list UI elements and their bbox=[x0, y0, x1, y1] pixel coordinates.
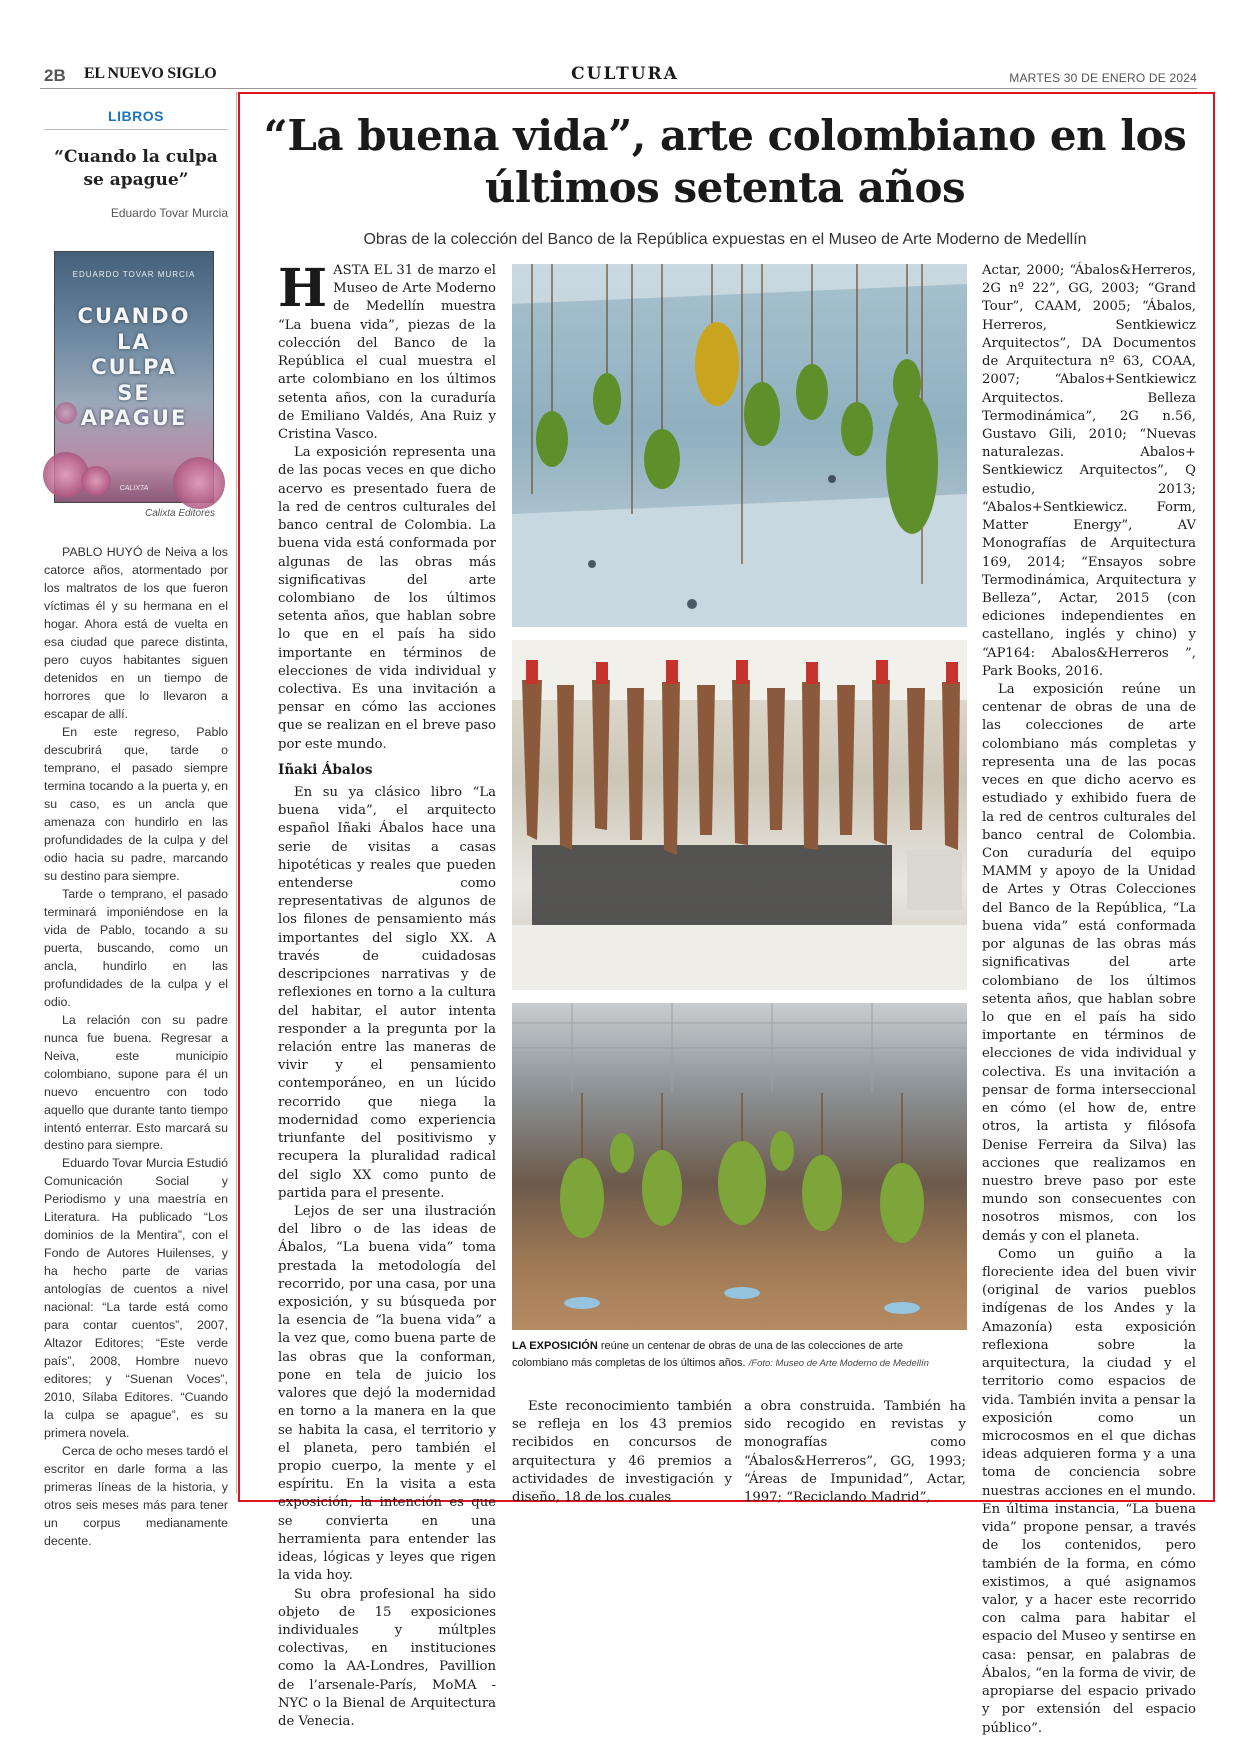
sidebar-section-label: LIBROS bbox=[44, 108, 228, 130]
caption-text: reúne un centenar de obras de una de las colecciones de arte colombiano más completas de los últimos años. bbox=[512, 1340, 903, 1369]
cover-author: EDUARDO TOVAR MURCIA bbox=[72, 270, 196, 279]
body-paragraph: La exposición reúne un centenar de obras de una de las colecciones de arte colombiano más completas y representa una de las pocas veces en que dicho acervo es estudiado y exhibido fuera de la red de centros culturales del banco central de Colombia. Con curaduría del equipo MAMM y apoyo de la Unidad de Artes y Otras Colecciones del Banco de la República, “La buena vida” está conformada por algunas de las obras más significativas del arte colombiano de los últimos setenta años, que hablan sobre lo que en el país ha sido importante en términos de elecciones de vida individual y colectiva. Es una invitación a pensar de forma interseccional en cómo (el how de, entre otros, la artista y filósofa Denise Ferreira da Silva) las acciones que realizamos en nuestro breve paso por este mundo son consecuentes con nosotros mismos, con los demás y con el planeta. bbox=[982, 682, 1196, 1244]
body-paragraph: Lejos de ser una ilustración del libro o de las ideas de Ábalos, “La buena vida” toma prestada la metodología del recorrido, por una casa, por una exposición, y su búsqueda por la esencia de “la buena vida” a la vez que, como buena parte de las obras que la conforman, pone en tela de juicio los valores que dejó la modernidad en torno a la manera en la que se habita la casa, el territorio y el planeta, pero también el propio cuerpo, la mente y el espíritu. En la visita a esta exposición, la intención es que se convierta en una herramienta para entender las ideas, lógicas y leyes que rigen la vida hoy. bbox=[278, 1203, 496, 1584]
books-sidebar bbox=[44, 108, 228, 1549]
exhibition-photo-machetes bbox=[512, 640, 967, 990]
exhibition-photo-bananas bbox=[512, 264, 967, 627]
caption-lead: LA EXPOSICIÓN bbox=[512, 1340, 598, 1352]
body-paragraph: En su ya clásico libro “La buena vida”, el arquitecto español Iñaki Ábalos hace una serie de visitas a casas hipotéticas y reales que pueden entenderse como representativas de algunos de los filones de pensamiento más importantes del siglo XX. A través de cuidadosas descripciones narrativas y de reflexiones en torno a la cultura del habitar, el autor intenta responder a la pregunta por la relación entre las maneras de vivir y el pensamiento contemporáneo, en un lúcido recorrido que niega la modernidad como experiencia triunfante del positivismo y recupera la pluralidad radical del siglo XX como punto de partida para el presente. bbox=[278, 784, 496, 1201]
lead-paragraph: HASTA EL 31 de marzo el Museo de Arte Moderno de Medellín muestra “La buena vida”, piezas de la colección del Banco de la República el cual muestra el arte colombiano en los últimos setenta años, con la curaduría de Emiliano Valdés, Ana Ruiz y Cristina Vasco. bbox=[278, 258, 496, 442]
article-column-3 bbox=[982, 262, 1196, 1738]
header-divider bbox=[40, 88, 1197, 89]
hall-illustration bbox=[512, 1003, 967, 1330]
caption-credit: /Foto: Museo de Arte Moderno de Medellín bbox=[748, 1357, 929, 1369]
sidebar-divider bbox=[236, 92, 237, 1494]
article-column-2b bbox=[744, 1398, 966, 1507]
article-subheadline: Obras de la colección del Banco de la República expuestas en el Museo de Arte Moderno de Medellín bbox=[363, 231, 1087, 248]
body-paragraph: Este reconocimiento también se refleja en los 43 premios recibidos en concursos de arquitectura y 46 premios a actividades de investigación y diseño, 18 de los cuales bbox=[512, 1399, 732, 1506]
sidebar-paragraph: Tarde o temprano, el pasado terminará imponiéndose en la vida de Pablo, tocando a su puerta, buscando, como un ancla, hundirlo en las profundidades de la culpa y el odio. bbox=[44, 886, 228, 1009]
sidebar-body bbox=[44, 544, 228, 1551]
section-name: CULTURA bbox=[571, 64, 679, 84]
drop-cap: H bbox=[278, 258, 328, 319]
exhibition-photo-hall bbox=[512, 1003, 967, 1330]
machetes-illustration bbox=[512, 640, 967, 990]
body-paragraph: La exposición representa una de las pocas veces en que dicho acervo es presentado fuera de la red de centros culturales del banco central de Colombia. La buena vida está conformada por algunas de las obras más significativas del arte colombiano de los últimos setenta años, que hablan sobre lo que en el país ha sido importante en términos de elecciones de vida individual y colectiva. Es una invitación a pensar en cómo las acciones que se realizan en el breve paso por este mundo. bbox=[278, 445, 496, 752]
sidebar-paragraph: Eduardo Tovar Murcia Estudió Comunicación Social y Periodismo y una maestría en Literatura. Ha publicado “Los dominios de la Mentira”, con el Fondo de Autores Huilenses, y ha hecho parte de varias antologías de cuentos a nivel nacional: “La tarde está como para contar cuentos”, 2007, Altazor Editores; “Este verde país”, 2008, Hombre nuevo editores; y “Suenan Voces”, 2010, Sílaba Editores. “Cuando la culpa se apague”, es su primera novela. bbox=[44, 1156, 228, 1441]
cover-title: CUANDO LA CULPA SE APAGUE bbox=[77, 304, 191, 431]
book-cover-image bbox=[54, 251, 214, 503]
body-paragraph: Como un guiño a la floreciente idea del buen vivir (original de varios pueblos indígenas de los Andes y la Amazonía) esta exposición reflexiona sobre la arquitectura, la ciudad y el territorio como espacios de vida. También invita a pensar la exposición como un microcosmos en el que dichas ideas adquieren forma y a una toma de conciencia sobre nuestras acciones en el mundo. En última instancia, “La buena vida” propone pensar, a través de los contenidos, pero también de la forma, en cómo existimos, a qué asignamos valor, y a hacer este recorrido con calma para habitar el espacio del Museo y sentirse en casa: pensar, en palabras de Ábalos, “en la forma de vivir, de apropiarse del espacio privado y por extensión del espacio público”. bbox=[982, 1246, 1196, 1736]
body-paragraph: a obra construida. También ha sido recogido en revistas y monografías como “Ábalos&Herreros”, GG, 1993; “Áreas de Impunidad”, Actar, 1997; “Reciclando Madrid”, bbox=[744, 1399, 966, 1506]
photo-caption bbox=[512, 1338, 962, 1371]
article-column-1 bbox=[278, 258, 496, 1731]
bananas-illustration bbox=[512, 264, 967, 627]
body-paragraph: Actar, 2000; “Ábalos&Herreros, 2G nº 22”, GG, 2003; “Grand Tour”, CAAM, 2005; “Ábalos, Herreros, Sentkiewicz Arquitectos”, DA Documentos de Arquitectura nº 63, COAA, 2007; “Abalos+Sentkiewicz Arquitectos. Belleza Termodinámica”, 2G n.56, Gustavo Gili, 2010; “Nuevas naturalezas. Abalos+ Sentkiewicz Arquitectos”, Q estudio, 2013; “Abalos+Sentkiewicz. Form, Matter Energy”, AV Monografías de Arquitectura 169, 2014; “Ensayos sobre Termodinámica, Arquitectura y Belleza”, Actar, 2015 (con ediciones independientes en castellano, inglés y chino) y “AP164: Abalos&Herreros ”, Park Books, 2016. bbox=[982, 263, 1196, 679]
article-column-2a bbox=[512, 1398, 732, 1507]
sidebar-paragraph: Cerca de ocho meses tardó el escritor en darle forma a las primeras líneas de la historia, y otros seis meses más para tener un corpus medianamente decente. bbox=[44, 1444, 228, 1549]
book-title: “Cuando la culpa se apague” bbox=[54, 147, 218, 190]
article-headline: “La buena vida”, arte colombiano en los últimos setenta años bbox=[263, 111, 1187, 213]
issue-date: MARTES 30 DE ENERO DE 2024 bbox=[1009, 71, 1197, 85]
body-paragraph: Su obra profesional ha sido objeto de 15 exposiciones individuales y múltples colectivas, en instituciones como la AA-Londres, Pavillion de l’arsenale-París, MoMA - NYC o la Bienal de Arquitectura de Venecia. bbox=[278, 1586, 496, 1730]
cover-publisher-logo: CALIXTA bbox=[119, 485, 149, 492]
sidebar-paragraph: PABLO HUYÓ de Neiva a los catorce años, atormentado por los maltratos de los que fueron víctimas él y su hermana en el hogar. Ahora está de vuelta en esa ciudad que parece distinta, pero cuyos habitantes siguen detenidos en un tiempo de horrores que lo llevaron a escapar de allí. bbox=[44, 545, 228, 721]
book-author: Eduardo Tovar Murcia bbox=[110, 205, 228, 220]
sidebar-paragraph: En este regreso, Pablo descubrirá que, tarde o temprano, el pasado siempre termina tocando a la puerta y, en su caso, es un ancla que amenaza con hundirlo en las profundidades de la culpa y del odio hacia su padre, marcando su destino para siempre. bbox=[44, 724, 228, 883]
cover-photo-credit: Calixta Editores bbox=[144, 508, 215, 519]
section-subtitle: Iñaki Ábalos bbox=[278, 761, 373, 778]
newspaper-name: EL NUEVO SIGLO bbox=[84, 65, 217, 82]
rose-decoration bbox=[173, 457, 225, 509]
page-number: 2B bbox=[44, 66, 66, 85]
sidebar-paragraph: La relación con su padre nunca fue buena. Regresar a Neiva, este municipio colombiano, supone para él un nuevo encuentro con todo aquello que durante tanto tiempo intentó enterrar. Esto marcará su destino para siempre. bbox=[44, 1012, 228, 1153]
